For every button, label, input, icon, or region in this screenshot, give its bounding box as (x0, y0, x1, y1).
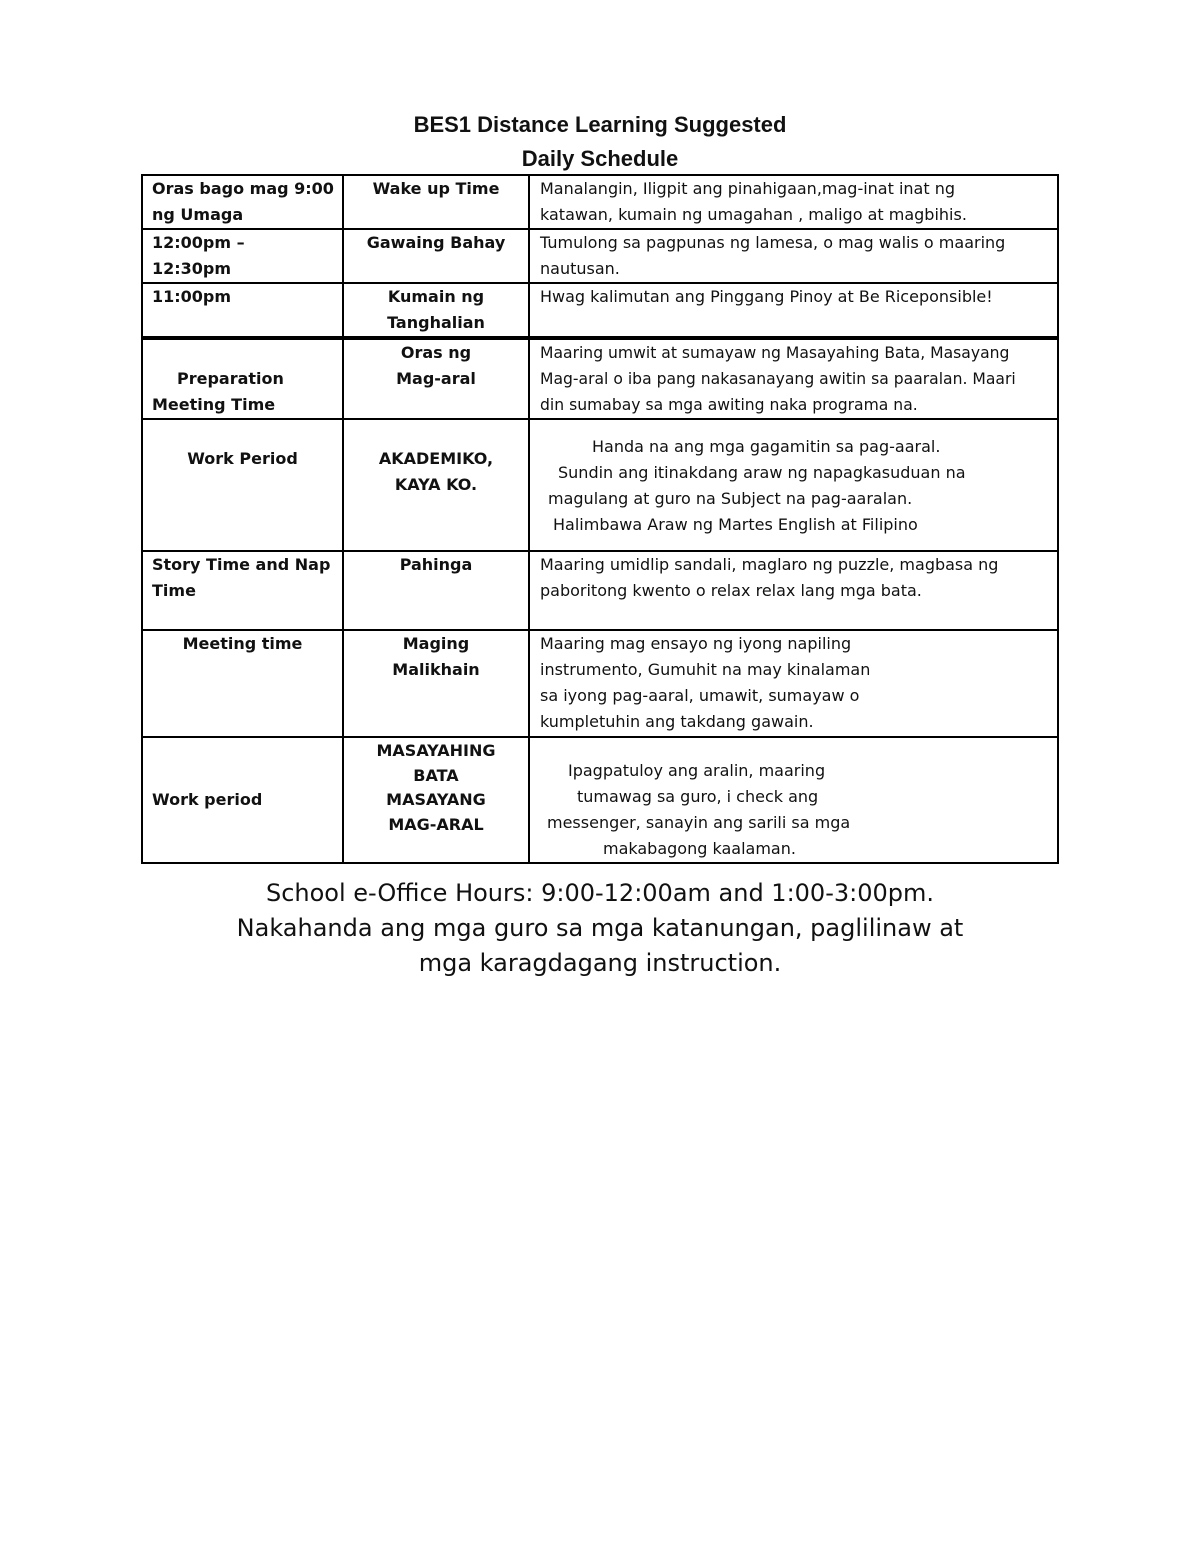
time-line: 11:00pm (152, 287, 232, 306)
activity-line: Kumain ng (387, 287, 485, 306)
activity-line: AKADEMIKO, (378, 449, 494, 468)
time-line: Time (152, 581, 196, 600)
time-line: Work period (152, 790, 263, 809)
activity-line: Pahinga (399, 555, 473, 574)
time-line: Work Period (187, 449, 298, 468)
time-line: 12:30pm (152, 259, 232, 278)
table-row (142, 229, 1058, 283)
table-row (142, 283, 1058, 337)
activity-line: Mag-aral (396, 369, 476, 388)
description-line: sa iyong pag-aaral, umawit, sumayaw o (540, 686, 860, 705)
time-line: Preparation (177, 369, 284, 388)
activity-cell (343, 630, 529, 737)
activity-line: MASAYANG (386, 790, 486, 809)
activity-line: Tanghalian (387, 313, 485, 332)
description-line: makabagong kaalaman. (603, 839, 796, 858)
description-line: Hwag kalimutan ang Pinggang Pinoy at Be Riceponsible! (540, 287, 993, 306)
teachers-note-line: mga karagdagang instruction. (418, 949, 782, 977)
activity-line: Oras ng (400, 343, 472, 362)
description-line: Maaring umidlip sandali, maglaro ng puzzle, magbasa ng (540, 555, 999, 574)
activity-line: Wake up Time (372, 179, 500, 198)
description-cell (529, 551, 1058, 630)
document-title: BES1 Distance Learning Suggested (413, 112, 787, 137)
table-row (142, 339, 1058, 419)
activity-line: BATA (413, 765, 459, 785)
activity-cell (343, 339, 529, 419)
description-line: Sundin ang itinakdang araw ng napagkasuduan na (558, 463, 966, 482)
description-line: Maaring mag ensayo ng iyong napiling (540, 634, 852, 653)
activity-line: Gawaing Bahay (366, 233, 506, 252)
office-hours-note (0, 876, 1200, 981)
activity-cell (343, 175, 529, 229)
activity-line: Maging (402, 634, 470, 653)
activity-cell (343, 737, 529, 863)
activity-cell (343, 419, 529, 551)
description-line: nautusan. (540, 259, 620, 278)
office-hours-line: School e-Office Hours: 9:00-12:00am and 1:00-3:00pm. (265, 879, 934, 907)
description-line: Handa na ang mga gagamitin sa pag-aaral. (592, 437, 941, 456)
description-line: Ipagpatuloy ang aralin, maaring (568, 761, 826, 780)
schedule-table-bottom (141, 338, 1059, 864)
description-line: instrumento, Gumuhit na may kinalaman (540, 660, 871, 679)
time-cell (142, 419, 343, 551)
description-line: Halimbawa Araw ng Martes English at Filipino (553, 515, 918, 534)
description-line: Tumulong sa pagpunas ng lamesa, o mag walis o maaring (540, 233, 1006, 252)
activity-cell (343, 229, 529, 283)
activity-line: KAYA KO. (394, 475, 478, 494)
time-cell (142, 229, 343, 283)
activity-line: MASAYAHING (376, 741, 496, 760)
description-cell (529, 630, 1058, 737)
description-line: paboritong kwento o relax relax lang mga bata. (540, 581, 922, 600)
time-line: 12:00pm – (152, 233, 245, 252)
description-line: messenger, sanayin ang sarili sa mga (547, 813, 851, 832)
description-cell (529, 175, 1058, 229)
activity-line: Malikhain (392, 660, 480, 679)
description-line: tumawag sa guro, i check ang (577, 787, 819, 806)
activity-line: MAG-ARAL (388, 814, 484, 834)
table-row (142, 175, 1058, 229)
description-line: din sumabay sa mga awiting naka programa na. (540, 396, 918, 414)
document-subtitle: Daily Schedule (521, 146, 679, 171)
description-line: Manalangin, Iligpit ang pinahigaan,mag-inat inat ng (540, 179, 956, 198)
time-cell (142, 283, 343, 337)
teachers-note-line: Nakahanda ang mga guro sa mga katanungan, paglilinaw at (236, 914, 964, 942)
time-cell (142, 175, 343, 229)
description-cell (529, 229, 1058, 283)
table-row (142, 630, 1058, 737)
table-row (142, 551, 1058, 630)
description-cell (529, 419, 1058, 551)
time-line: Meeting time (182, 634, 303, 653)
description-line: Mag-aral o iba pang nakasanayang awitin sa paaralan. Maari (540, 370, 1016, 388)
description-line: katawan, kumain ng umagahan , maligo at magbihis. (540, 205, 967, 224)
description-line: magulang at guro na Subject na pag-aaralan. (548, 489, 913, 508)
time-line: ng Umaga (152, 205, 244, 224)
schedule-table-top (141, 174, 1059, 338)
description-line: kumpletuhin ang takdang gawain. (540, 712, 814, 731)
table-row (142, 737, 1058, 863)
time-line: Meeting Time (152, 395, 276, 414)
time-line: Oras bago mag 9:00 (152, 179, 334, 198)
activity-cell (343, 551, 529, 630)
description-line: Maaring umwit at sumayaw ng Masayahing Bata, Masayang (540, 344, 1010, 362)
description-cell (529, 737, 1058, 863)
time-line: Story Time and Nap (152, 555, 331, 574)
time-cell (142, 551, 343, 630)
description-cell (529, 339, 1058, 419)
time-cell (142, 339, 343, 419)
description-cell (529, 283, 1058, 337)
table-row (142, 419, 1058, 551)
time-cell (142, 737, 343, 863)
time-cell (142, 630, 343, 737)
activity-cell (343, 283, 529, 337)
